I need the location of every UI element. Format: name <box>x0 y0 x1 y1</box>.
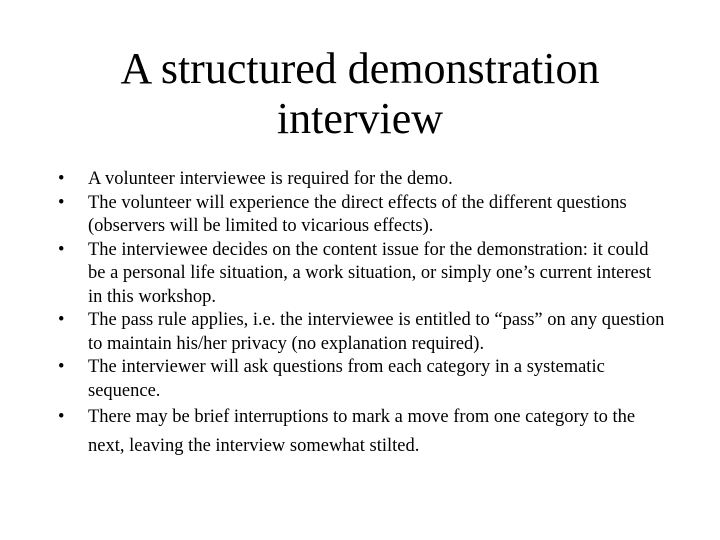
bullet-icon: • <box>58 192 65 213</box>
slide-title: A structured demonstration interview <box>120 44 600 143</box>
bullet-icon: • <box>58 357 65 377</box>
bullet-item <box>56 403 666 461</box>
bullet-text: The volunteer will experience the direct effects of the different questions (observers will be limited to vicarious effects). <box>88 192 627 236</box>
bullet-item <box>56 356 666 403</box>
bullet-icon: • <box>58 239 65 260</box>
bullet-icon: • <box>58 169 65 189</box>
bullet-list <box>56 168 666 461</box>
bullet-item <box>56 239 666 310</box>
bullet-text: A volunteer interviewee is required for the demo. <box>88 169 453 189</box>
bullet-item <box>56 168 666 192</box>
bullet-item <box>56 192 666 239</box>
bullet-text: The pass rule applies, i.e. the interviewee is entitled to “pass” on any question to maintain his/her privacy (no explanation required). <box>88 310 665 354</box>
bullet-item <box>56 309 666 356</box>
bullet-text: The interviewee decides on the content issue for the demonstration: it could be a personal life situation, a work situation, or simply one’s current interest in this workshop. <box>88 239 652 307</box>
bullet-text: The interviewer will ask questions from each category in a systematic sequence. <box>88 357 605 401</box>
bullet-icon: • <box>58 310 65 330</box>
bullet-icon: • <box>58 407 65 427</box>
bullet-text: There may be brief interruptions to mark a move from one category to the next, leaving the interview somewhat stilted. <box>88 407 636 456</box>
